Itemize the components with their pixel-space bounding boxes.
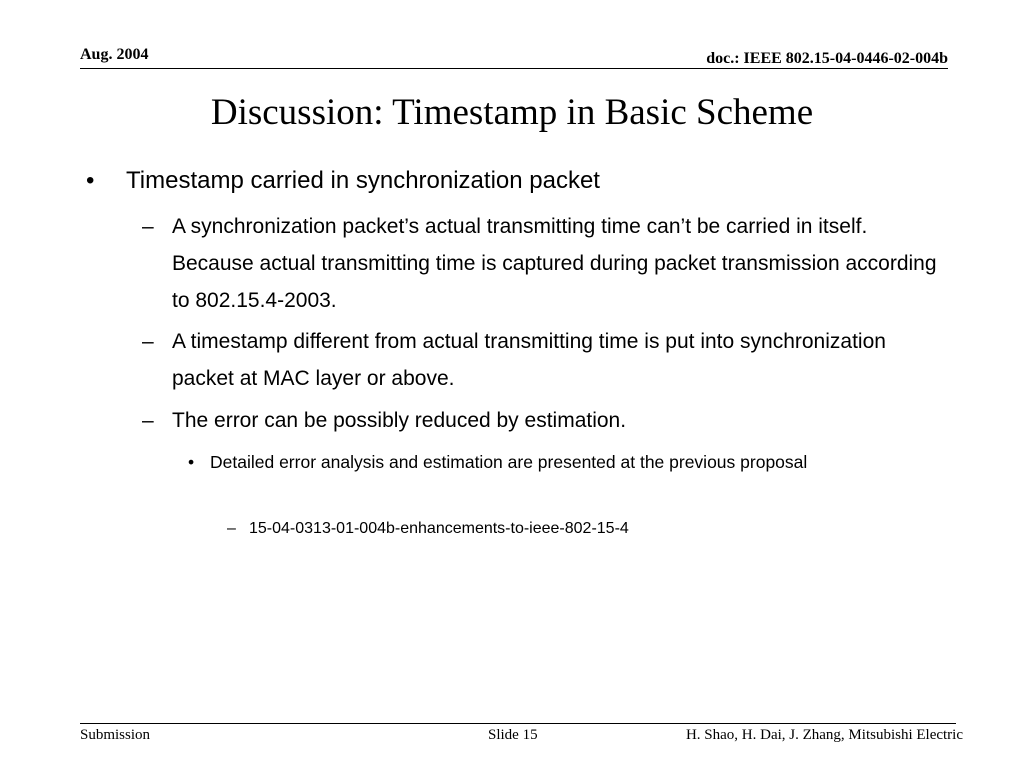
header-doc-id: doc.: IEEE 802.15-04-0446-02-004b — [706, 50, 948, 67]
bullet-text: 15-04-0313-01-004b-enhancements-to-ieee-802-15-4 — [249, 520, 629, 537]
bullet-level2 — [142, 208, 942, 319]
bullet-marker: • — [86, 167, 95, 194]
header-date: Aug. 2004 — [80, 46, 149, 63]
bullet-text: A timestamp different from actual transmitting time is put into synchronization packet at MAC layer or above. — [172, 330, 886, 390]
dash-marker: – — [142, 409, 154, 432]
footer-authors: H. Shao, H. Dai, J. Zhang, Mitsubishi Electric — [685, 727, 963, 743]
bullet-level1 — [86, 163, 946, 199]
footer-slide-number: Slide 15 — [488, 727, 538, 743]
dash-marker: – — [142, 215, 154, 238]
bullet-text: Detailed error analysis and estimation are presented at the previous proposal — [210, 452, 808, 472]
bullet-level2 — [142, 402, 942, 439]
bullet-text: A synchronization packet’s actual transmitting time can’t be carried in itself. Because actual transmitting time is captured during packet transmission according to 802.15.4-2003. — [172, 215, 937, 312]
footer-divider — [80, 723, 956, 724]
dash-marker: – — [142, 330, 154, 353]
bullet-level3 — [188, 446, 910, 478]
header-divider — [80, 68, 948, 69]
slide-title: Discussion: Timestamp in Basic Scheme — [210, 92, 814, 133]
bullet-level2 — [142, 323, 942, 397]
footer-submission: Submission — [80, 727, 151, 743]
bullet-text: Timestamp carried in synchronization packet — [126, 167, 600, 194]
bullet-marker: • — [188, 452, 195, 472]
dash-marker: – — [227, 520, 236, 537]
bullet-text: The error can be possibly reduced by estimation. — [172, 409, 627, 432]
bullet-level4 — [227, 514, 869, 544]
